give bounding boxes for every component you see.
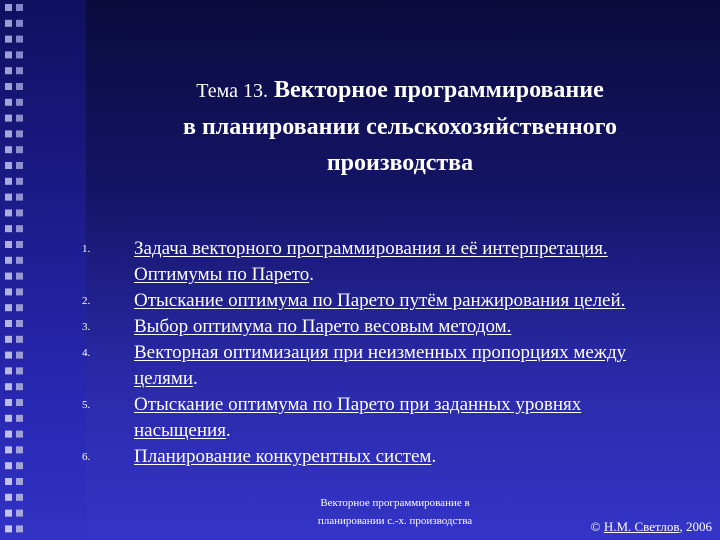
- decorative-square: [16, 20, 23, 27]
- decorative-square: [16, 67, 23, 74]
- decorative-square: [16, 178, 23, 185]
- agenda-suffix: .: [309, 264, 314, 285]
- decorative-square: [5, 510, 12, 517]
- decorative-square: [5, 20, 12, 27]
- decorative-square: [16, 36, 23, 43]
- agenda-item-text: [134, 314, 511, 340]
- decorative-square: [5, 178, 12, 185]
- decorative-square: [5, 162, 12, 169]
- decorative-square: [16, 99, 23, 106]
- decorative-square: [5, 525, 12, 532]
- decorative-square: [5, 194, 12, 201]
- agenda-item-text: [134, 340, 672, 392]
- decorative-square: [5, 478, 12, 485]
- agenda-number: 5.: [82, 399, 91, 411]
- decorative-square: [16, 241, 23, 248]
- decorative-square: [5, 494, 12, 501]
- decorative-square: [16, 320, 23, 327]
- title-line3: производства: [326, 150, 474, 176]
- decorative-square: [16, 51, 23, 58]
- decorative-square: [5, 146, 12, 153]
- agenda-number: 2.: [82, 295, 91, 307]
- agenda-suffix: .: [225, 420, 231, 441]
- copyright-year: , 2006: [679, 519, 712, 534]
- decorative-square: [16, 494, 23, 501]
- decorative-square: [16, 162, 23, 169]
- decorative-square: [5, 4, 12, 11]
- decorative-square: [16, 83, 23, 90]
- decorative-square: [5, 431, 12, 438]
- decorative-square: [16, 510, 23, 517]
- decorative-square: [16, 257, 23, 264]
- footer-caption-line1: Векторное программирование в: [320, 497, 470, 509]
- decorative-square: [5, 352, 12, 359]
- decorative-square: [5, 462, 12, 469]
- decorative-square: [5, 273, 12, 280]
- agenda-link[interactable]: Векторная оптимизация при неизменных пропорциях между целями: [134, 342, 627, 389]
- decorative-square: [5, 115, 12, 122]
- agenda-suffix: .: [431, 446, 437, 467]
- agenda-item: [82, 236, 672, 288]
- agenda-item: [82, 288, 672, 314]
- title-prefix: Тема 13.: [196, 80, 268, 102]
- decorative-square: [5, 99, 12, 106]
- decorative-square: [16, 352, 23, 359]
- agenda-list: [82, 236, 672, 470]
- footer-caption: [270, 494, 520, 530]
- agenda-link[interactable]: Отыскание оптимума по Парето при заданных уровнях насыщения: [134, 394, 582, 441]
- decorative-square: [5, 415, 12, 422]
- decorative-square: [16, 525, 23, 532]
- decorative-square: [5, 257, 12, 264]
- decorative-square: [5, 241, 12, 248]
- decorative-square: [16, 288, 23, 295]
- decorative-square: [16, 209, 23, 216]
- agenda-suffix: .: [193, 368, 198, 389]
- title-line1: Векторное программирование: [273, 77, 604, 103]
- agenda-item-text: [134, 392, 672, 444]
- slide-title: [100, 72, 700, 181]
- decorative-square: [16, 367, 23, 374]
- decorative-square: [16, 462, 23, 469]
- decorative-square: [16, 225, 23, 232]
- agenda-item-text: [134, 288, 625, 314]
- agenda-item: [82, 392, 672, 444]
- agenda-number: 6.: [82, 451, 91, 463]
- agenda-item: [82, 444, 672, 470]
- author-link[interactable]: Н.М. Светлов: [603, 519, 680, 534]
- agenda-number: 4.: [82, 347, 91, 359]
- decorative-square: [16, 431, 23, 438]
- footer-caption-line2: планировании с.-х. производства: [317, 515, 473, 527]
- decorative-square: [5, 130, 12, 137]
- agenda-number: 1.: [82, 243, 91, 255]
- decorative-square: [5, 36, 12, 43]
- copyright-symbol: ©: [590, 519, 601, 534]
- decorative-square: [5, 336, 12, 343]
- decorative-square: [16, 478, 23, 485]
- decorative-square: [5, 83, 12, 90]
- decorative-square: [16, 399, 23, 406]
- title-line2: в планировании сельскохозяйственного: [183, 114, 617, 140]
- decorative-square: [16, 146, 23, 153]
- decorative-square: [5, 367, 12, 374]
- decorative-square: [5, 399, 12, 406]
- agenda-item-text: [134, 236, 672, 288]
- agenda-item: [82, 314, 672, 340]
- decorative-square: [16, 415, 23, 422]
- decorative-square: [16, 273, 23, 280]
- decorative-square: [16, 304, 23, 311]
- agenda-number: 3.: [82, 321, 91, 333]
- decorative-square: [5, 320, 12, 327]
- decorative-square: [5, 288, 12, 295]
- agenda-item: [82, 340, 672, 392]
- decorative-square: [5, 209, 12, 216]
- agenda-link[interactable]: Планирование конкурентных систем: [134, 446, 432, 467]
- footer-copyright: [591, 518, 712, 536]
- decorative-square: [5, 304, 12, 311]
- decorative-square: [16, 194, 23, 201]
- agenda-link[interactable]: Отыскание оптимума по Парето путём ранжирования целей.: [134, 290, 626, 311]
- decorative-square: [16, 383, 23, 390]
- decorative-square: [16, 4, 23, 11]
- agenda-link[interactable]: Задача векторного программирования и её интерпретация. Оптимумы по Парето: [134, 238, 608, 285]
- decorative-square: [16, 446, 23, 453]
- decorative-square: [5, 225, 12, 232]
- agenda-item-text: [134, 444, 436, 470]
- square-column-decoration: [3, 0, 25, 540]
- title-first-line: [100, 72, 700, 109]
- decorative-square: [5, 51, 12, 58]
- decorative-square: [5, 383, 12, 390]
- decorative-square: [5, 446, 12, 453]
- decorative-square: [16, 130, 23, 137]
- decorative-square: [16, 115, 23, 122]
- decorative-square: [16, 336, 23, 343]
- agenda-link[interactable]: Выбор оптимума по Парето весовым методом.: [134, 316, 512, 337]
- decorative-square: [5, 67, 12, 74]
